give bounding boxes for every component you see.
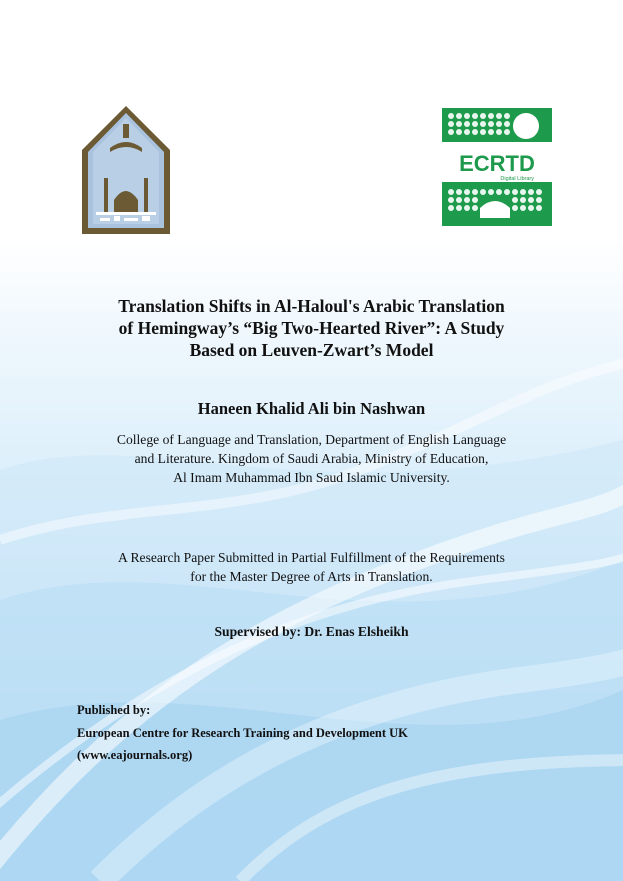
submission-line-2: for the Master Degree of Arts in Translation. (190, 569, 433, 584)
ecrtd-logo-text: ECRTD (459, 151, 535, 176)
ecrtd-logo-icon (442, 108, 552, 226)
ecrtd-logo-subtext: Digital Library (500, 176, 534, 182)
publisher-website: (www.eajournals.org) (77, 748, 193, 762)
author-affiliation (0, 430, 623, 487)
submission-line-1: A Research Paper Submitted in Partial Fulfillment of the Requirements (118, 550, 505, 565)
author-name: Haneen Khalid Ali bin Nashwan (197, 399, 426, 418)
supervisor: Supervised by: Dr. Enas Elsheikh (214, 624, 409, 639)
submission-statement (0, 548, 623, 586)
paper-title (0, 295, 623, 361)
publisher-organization: European Centre for Research Training and Development UK (77, 726, 408, 740)
affiliation-line-1: College of Language and Translation, Department of English Language (116, 432, 507, 447)
affiliation-line-3: Al Imam Muhammad Ibn Saud Islamic University. (173, 470, 450, 485)
publisher-label: Published by: (77, 703, 151, 717)
affiliation-line-2: and Literature. Kingdom of Saudi Arabia, Ministry of Education, (134, 451, 489, 466)
title-line-3: Based on Leuven-Zwart’s Model (189, 340, 434, 360)
title-line-1: Translation Shifts in Al-Haloul's Arabic Translation (118, 296, 505, 316)
title-line-2: of Hemingway’s “Big Two-Hearted River”: A Study (118, 318, 505, 338)
imam-university-seal-icon (80, 104, 172, 236)
